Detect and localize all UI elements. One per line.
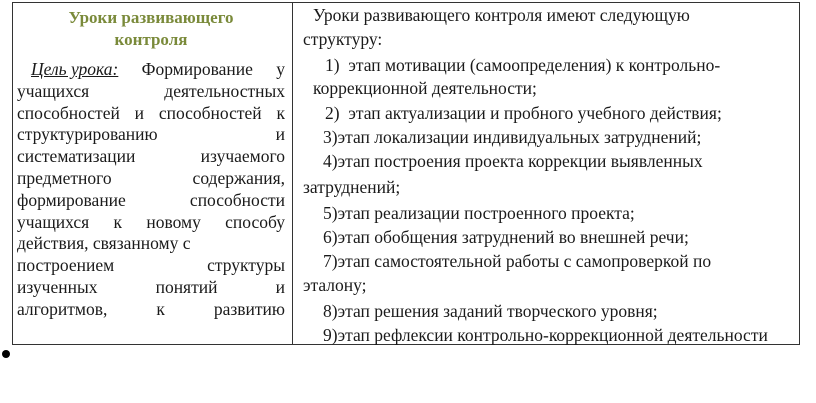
- stage-number: 1): [325, 55, 340, 75]
- goal-word: построением: [17, 255, 115, 276]
- goal-line-10: [17, 255, 285, 277]
- goal-line-2: [17, 81, 285, 103]
- goal-word: способу: [225, 211, 285, 232]
- stage-number: 2): [325, 103, 340, 123]
- stage-number: 6): [323, 227, 338, 247]
- goal-word: к: [156, 298, 165, 319]
- lesson-goal: [17, 59, 285, 321]
- goal-word: учащихся: [17, 80, 90, 101]
- structure-intro-line1: Уроки развивающего контроля имеют следующую: [313, 5, 690, 25]
- goal-word: к: [276, 102, 285, 123]
- stage-text: этап локализации индивидуальных затруднений;: [337, 127, 702, 147]
- goal-word: деятельностных: [164, 80, 285, 101]
- goal-line-3: [17, 103, 285, 125]
- goal-word: изученных: [17, 276, 98, 297]
- goal-word: новому: [146, 211, 201, 232]
- goal-word: формирование: [17, 189, 126, 210]
- stage-item-3: [323, 127, 701, 148]
- stage-item-4-cont: затруднений;: [303, 177, 401, 197]
- goal-word: и: [275, 124, 285, 145]
- goal-line-7: [17, 190, 285, 212]
- stage-text: этап реализации построенного проекта;: [337, 203, 635, 223]
- goal-word: у: [276, 59, 285, 79]
- goal-word: способности: [189, 189, 285, 210]
- goal-line-6: [17, 168, 285, 190]
- stage-item-8: [323, 301, 658, 322]
- stage-text: этап рефлексии контрольно-коррекционной деятельности: [337, 325, 768, 345]
- goal-line-9: [17, 233, 285, 255]
- bullet-point: [2, 350, 10, 358]
- stage-number: 8): [323, 301, 338, 321]
- goal-word: и: [134, 102, 145, 123]
- stage-number: 3): [323, 127, 338, 147]
- goal-line-1: [17, 59, 285, 81]
- goal-line-11: [17, 277, 285, 299]
- lesson-type-title-line2: контроля: [114, 30, 188, 49]
- stage-text: этап самостоятельной работы с самопроверкой по: [337, 251, 712, 271]
- goal-word: предметного: [17, 167, 112, 188]
- stage-item-9: [323, 325, 768, 346]
- goal-word: к: [113, 211, 123, 232]
- stage-text: этап обобщения затруднений во внешней речи;: [337, 227, 689, 247]
- stage-number: 4): [323, 151, 338, 171]
- goal-word: структурированию: [17, 124, 158, 145]
- goal-word: понятий: [155, 276, 218, 297]
- goal-line-4: [17, 124, 285, 146]
- stage-item-5: [323, 203, 635, 224]
- stage-text: этап решения заданий творческого уровня;: [337, 301, 658, 321]
- goal-line-12: [17, 299, 285, 321]
- stage-text: этап мотивации (самоопределения) к контрольно-: [348, 55, 721, 75]
- stage-item-7: [323, 251, 711, 272]
- stage-number: 5): [323, 203, 338, 223]
- goal-line-8: [17, 212, 285, 234]
- goal-word: изучаемого: [200, 146, 285, 167]
- stage-item-1-cont: коррекционной деятельности;: [313, 78, 537, 98]
- stage-item-1: [325, 55, 720, 76]
- stage-number: 9): [323, 325, 338, 345]
- stage-item-6: [323, 227, 689, 248]
- goal-line-5: [17, 146, 285, 168]
- goal-word: содержания,: [192, 167, 285, 188]
- stage-item-4: [323, 151, 703, 172]
- lesson-type-title-line1: Уроки развивающего: [68, 8, 234, 27]
- goal-word: способностей: [158, 102, 262, 123]
- column-divider: [292, 3, 293, 344]
- goal-word: действия, связанному с: [17, 233, 191, 254]
- structure-intro-line2: структуру:: [303, 29, 383, 49]
- goal-word: структуры: [207, 255, 285, 276]
- goal-word: алгоритмов,: [17, 298, 108, 319]
- lesson-structure-table: [12, 2, 800, 345]
- left-column: [17, 3, 285, 321]
- goal-word: способностей: [17, 102, 120, 123]
- stage-number: 7): [323, 251, 338, 271]
- lesson-type-title: [17, 7, 285, 51]
- goal-label: Цель урока:: [31, 59, 119, 79]
- goal-word: Формирование: [141, 59, 253, 79]
- stage-text: этап актуализации и пробного учебного действия;: [348, 103, 722, 123]
- goal-word: и: [275, 276, 285, 297]
- goal-word: развитию: [213, 298, 285, 319]
- goal-word: учащихся: [17, 211, 90, 232]
- goal-word: систематизации: [17, 146, 136, 167]
- stage-text: этап построения проекта коррекции выявленных: [337, 151, 703, 171]
- stage-item-2: [325, 103, 722, 124]
- stage-item-7-cont: эталону;: [303, 275, 367, 295]
